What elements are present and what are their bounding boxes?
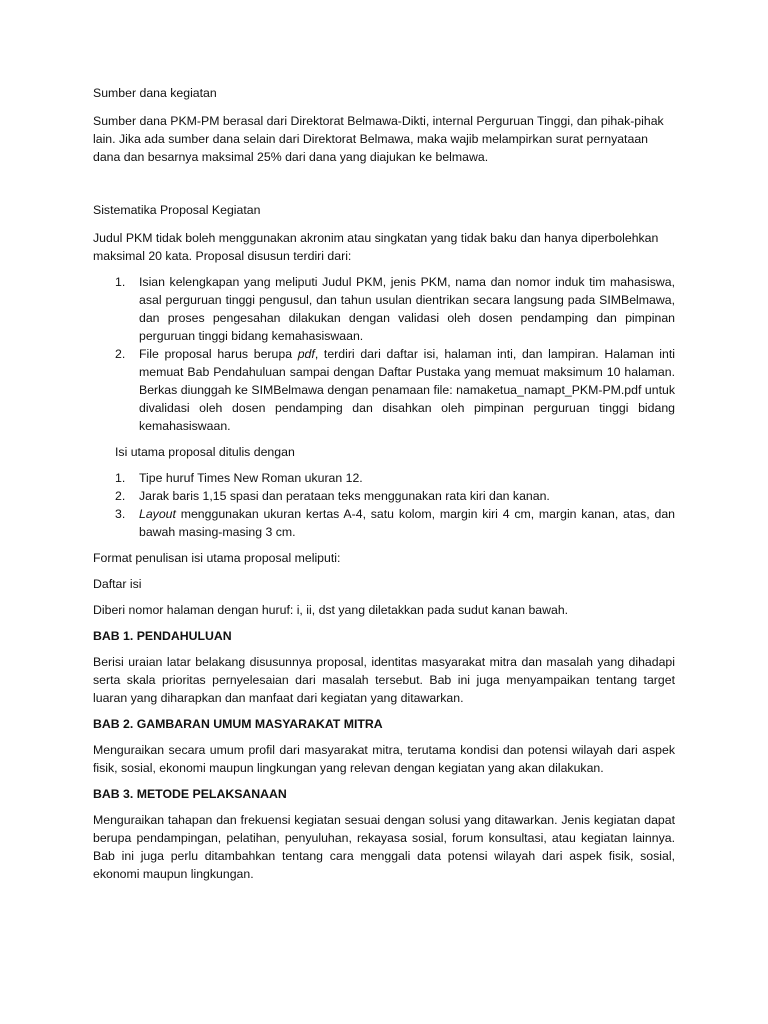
bab2-text: Menguraikan secara umum profil dari masyarakat mitra, terutama kondisi dan potensi wilayah dari aspek fisik, sosial, ekonomi maupun lingkungan yang relevan dengan kegiatan yang akan dilakukan. (93, 743, 675, 775)
isi-utama-list (93, 469, 675, 541)
list-item-text-after: menggunakan ukuran kertas A-4, satu kolom, margin kiri 4 cm, margin kanan, atas, dan bawah masing-masing 3 cm. (139, 507, 675, 539)
bab3-heading: BAB 3. METODE PELAKSANAAN (93, 787, 287, 801)
proposal-components-list (93, 273, 675, 435)
paragraph-sistematika: Judul PKM tidak boleh menggunakan akronim atau singkatan yang tidak baku dan hanya diperbolehkan maksimal 20 kata. Proposal disusun terdiri dari: (93, 231, 659, 263)
list-item-text: Isian kelengkapan yang meliputi Judul PKM, jenis PKM, nama dan nomor induk tim mahasiswa, asal perguruan tinggi pengusul, dan tahun usulan dientrikan secara langsung pada SIMBelmawa, dan proses pengesahan dilakukan dengan validasi oleh dosen pendamping dan pimpinan perguruan tinggi bidang kemahasiswaan. (139, 275, 675, 343)
list-item-text: Tipe huruf Times New Roman ukuran 12. (139, 471, 363, 485)
section-heading-sumber: Sumber dana kegiatan (93, 86, 217, 100)
list-number: 2. (115, 489, 126, 503)
format-intro: Format penulisan isi utama proposal meliputi: (93, 551, 341, 565)
list-number: 1. (115, 275, 126, 289)
list-item-emphasis: pdf (297, 347, 315, 361)
list-item (93, 469, 675, 487)
daftar-isi-text: Diberi nomor halaman dengan huruf: i, ii, dst yang diletakkan pada sudut kanan bawah. (93, 603, 569, 617)
list-number: 3. (115, 507, 126, 521)
section-heading-sistematika: Sistematika Proposal Kegiatan (93, 203, 261, 217)
list-number: 2. (115, 347, 126, 361)
paragraph-sumber: Sumber dana PKM-PM berasal dari Direktorat Belmawa-Dikti, internal Perguruan Tinggi, dan pihak-pihak lain. Jika ada sumber dana selain dari Direktorat Belmawa, maka wajib melampirkan surat pernyataan dana dan besarnya maksimal 25% dari dana yang diajukan ke belmawa. (93, 114, 664, 164)
bab2-heading: BAB 2. GAMBARAN UMUM MASYARAKAT MITRA (93, 717, 383, 731)
daftar-isi-heading: Daftar isi (93, 577, 142, 591)
document-page (93, 84, 675, 883)
bab3-text: Menguraikan tahapan dan frekuensi kegiatan sesuai dengan solusi yang ditawarkan. Jenis kegiatan dapat berupa pendampingan, pelatihan, penyuluhan, rekayasa sosial, forum konsultasi, atau kegiatan lainnya. Bab ini juga perlu ditambahkan tentang cara menggali data potensi wilayah dari aspek fisik, sosial, ekonomi maupun lingkungan. (93, 813, 675, 881)
list-item-text-after: , terdiri dari daftar isi, halaman inti, dan lampiran. Halaman inti memuat Bab Pendahuluan sampai dengan Daftar Pustaka yang memuat maksimum 10 halaman. Berkas diunggah ke SIMBelmawa dengan penamaan file: namaketua_namapt_PKM-PM.pdf untuk divalidasi oleh dosen pendamping dan disahkan oleh pimpinan perguruan tinggi bidang kemahasiswaan. (139, 347, 675, 433)
list-item-text: Jarak baris 1,15 spasi dan perataan teks menggunakan rata kiri dan kanan. (139, 489, 550, 503)
list-item-emphasis: Layout (139, 507, 176, 521)
bab1-heading: BAB 1. PENDAHULUAN (93, 629, 232, 643)
list-item (93, 487, 675, 505)
list-item (93, 273, 675, 345)
list-item-text-before: File proposal harus berupa (139, 347, 298, 361)
bab1-text: Berisi uraian latar belakang disusunnya proposal, identitas masyarakat mitra dan masalah yang dihadapi serta skala prioritas pernyelesaian dari masalah tersebut. Bab ini juga menyampaikan tentang target luaran yang diharapkan dan manfaat dari kegiatan yang ditawarkan. (93, 655, 675, 705)
list-item (93, 345, 675, 435)
list-item (93, 505, 675, 541)
list-number: 1. (115, 471, 126, 485)
isi-utama-heading: Isi utama proposal ditulis dengan (115, 445, 295, 459)
